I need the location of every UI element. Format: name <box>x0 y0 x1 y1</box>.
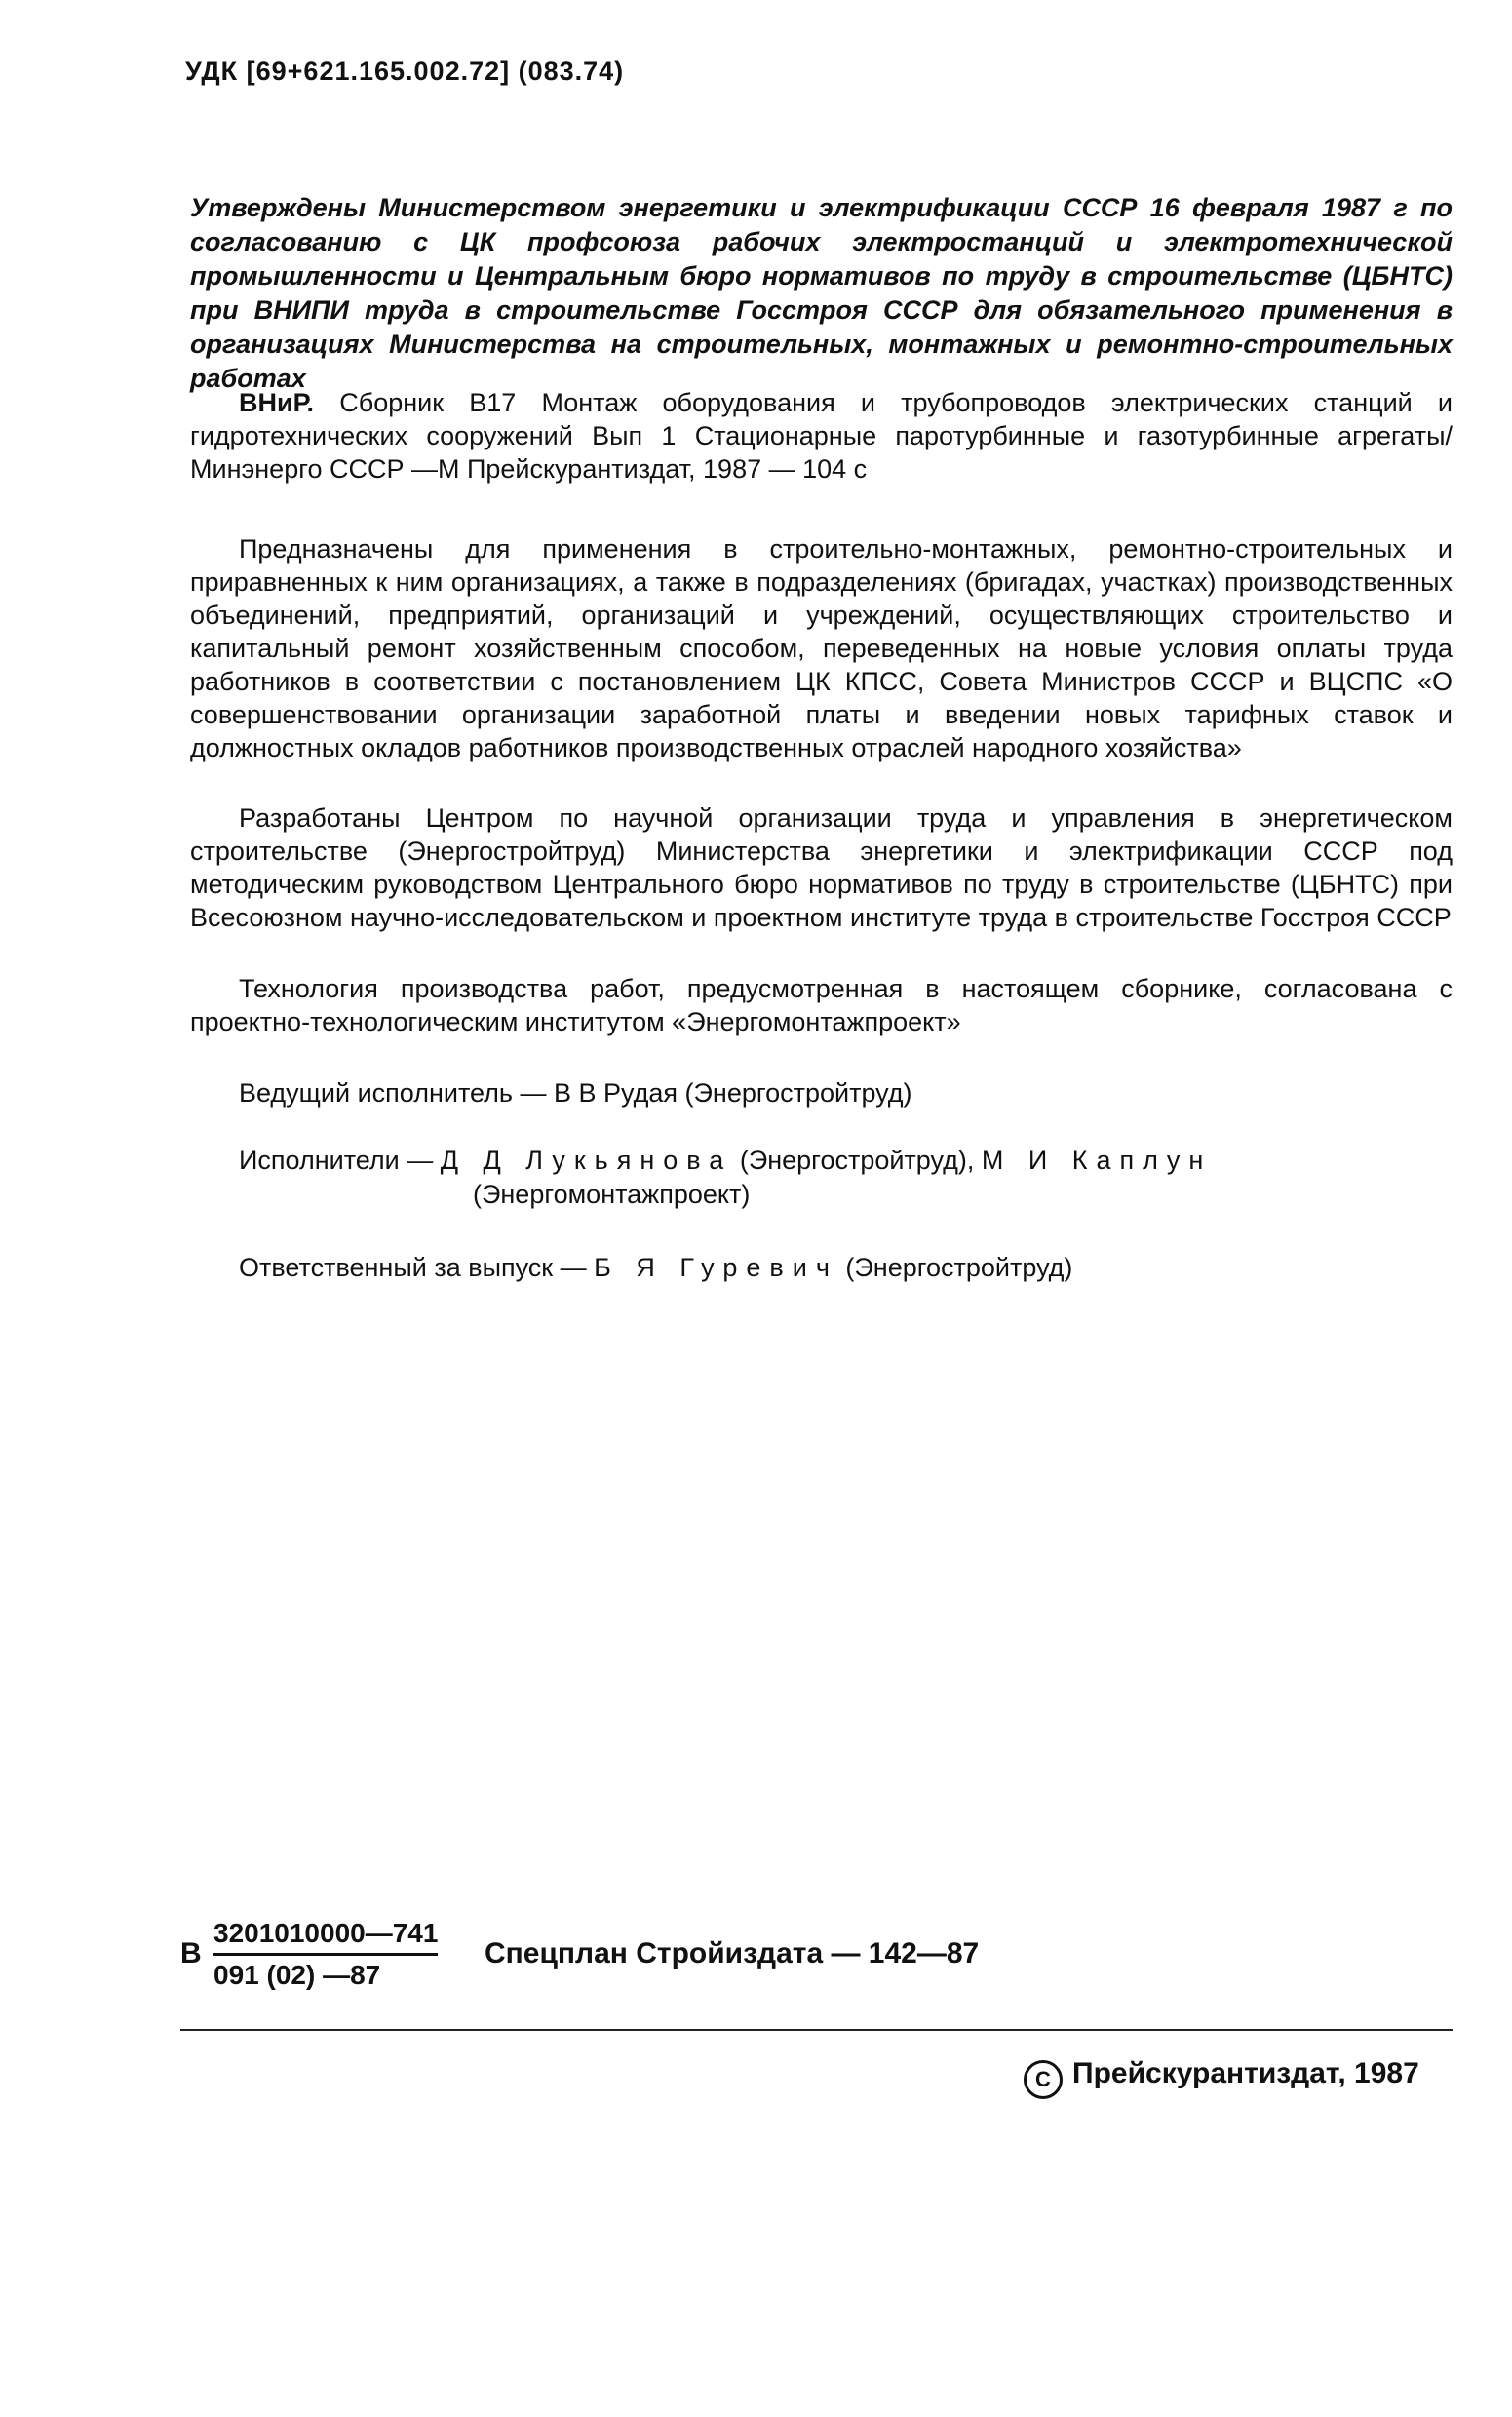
specplan-text: Спецплан Стройиздата — 142—87 <box>485 1937 980 1969</box>
responsible-name: Б Я Гуревич <box>594 1253 838 1282</box>
lead-executor-label: Ведущий исполнитель — <box>239 1078 547 1108</box>
responsible-label: Ответственный за выпуск — <box>239 1253 587 1282</box>
executor-name-2: М И Каплун <box>981 1146 1213 1175</box>
copyright-icon: C <box>1024 2060 1063 2099</box>
footer-divider <box>180 2029 1453 2031</box>
technology-paragraph: Технология производства работ, предусмотренная в настоящем сборнике, согласована с проектно-технологическим институтом «Энергомонтажпроект» <box>190 974 1453 1036</box>
lead-executor-line <box>239 1076 912 1110</box>
vnir-text: Сборник В17 Монтаж оборудования и трубопроводов электрических станций и гидротехнических сооружений Вып 1 Стационарные паротурбинные и газотурбинные агрегаты/Минэнерго СССР —М Прейскурантиздат, 1987 — 104 с <box>190 388 1453 484</box>
udk-code: УДК [69+621.165.002.72] (083.74) <box>185 57 625 86</box>
responsible-line <box>239 1251 1072 1284</box>
copyright-text: Прейскурантиздат, 1987 <box>1072 2057 1419 2089</box>
executors-label: Исполнители — <box>239 1146 434 1175</box>
index-letter: В <box>180 1937 202 1969</box>
index-denominator: 091 (02) —87 <box>213 1960 381 1990</box>
index-numerator: 3201010000—741 <box>213 1916 438 1956</box>
executor-org-1: (Энергостройтруд), <box>739 1146 975 1175</box>
index-fraction <box>213 1916 438 1993</box>
vnir-label: ВНиР. <box>239 388 315 417</box>
executors-line-2 <box>473 1178 750 1211</box>
executor-org-2: (Энергомонтажпроект) <box>473 1180 751 1209</box>
developed-paragraph: Разработаны Центром по научной организации труда и управления в энергетическом строительстве (Энергостройтруд) Министерства энергетики и электрификации СССР под методическим руководством Центрального бюро нормативов по труду в строительстве (ЦБНТС) при Всесоюзном научно-исследовательском и проектном институте труда в строительстве Госстроя СССР <box>190 803 1453 932</box>
copyright-line <box>1024 2057 1419 2099</box>
lead-executor-name: В В Рудая <box>553 1078 678 1108</box>
executors-line <box>239 1144 1212 1177</box>
responsible-org: (Энергостройтруд) <box>845 1253 1073 1282</box>
approval-statement: Утверждены Министерством энергетики и электрификации СССР 16 февраля 1987 г по согласованию с ЦК профсоюза рабочих электростанций и электротехнической промышленности и Центральным бюро нормативов по труду в строительстве (ЦБНТС) при ВНИПИ труда в строительстве Госстроя СССР для обязательного применения в организациях Министерства на строительных, монтажных и ремонтно-строительных работах <box>190 193 1453 393</box>
vnir-description <box>190 386 1453 486</box>
intended-paragraph: Предназначены для применения в строительно-монтажных, ремонтно-строительных и приравненных к ним организациях, а также в подразделениях (бригадах, участках) производственных объединений, предприятий, организаций и учреждений, осуществляющих строительство и капитальный ремонт хозяйственным способом, переведенных на новые условия оплаты труда работников в соответствии с постановлением ЦК КПСС, Совета Министров СССР и ВЦСПС «О совершенствовании организации заработной платы и введении новых тарифных ставок и должностных окладов работников производственных отраслей народного хозяйства» <box>190 534 1453 762</box>
executor-name-1: Д Д Лукьянова <box>440 1146 733 1175</box>
lead-executor-org: (Энергостройтруд) <box>684 1078 912 1108</box>
